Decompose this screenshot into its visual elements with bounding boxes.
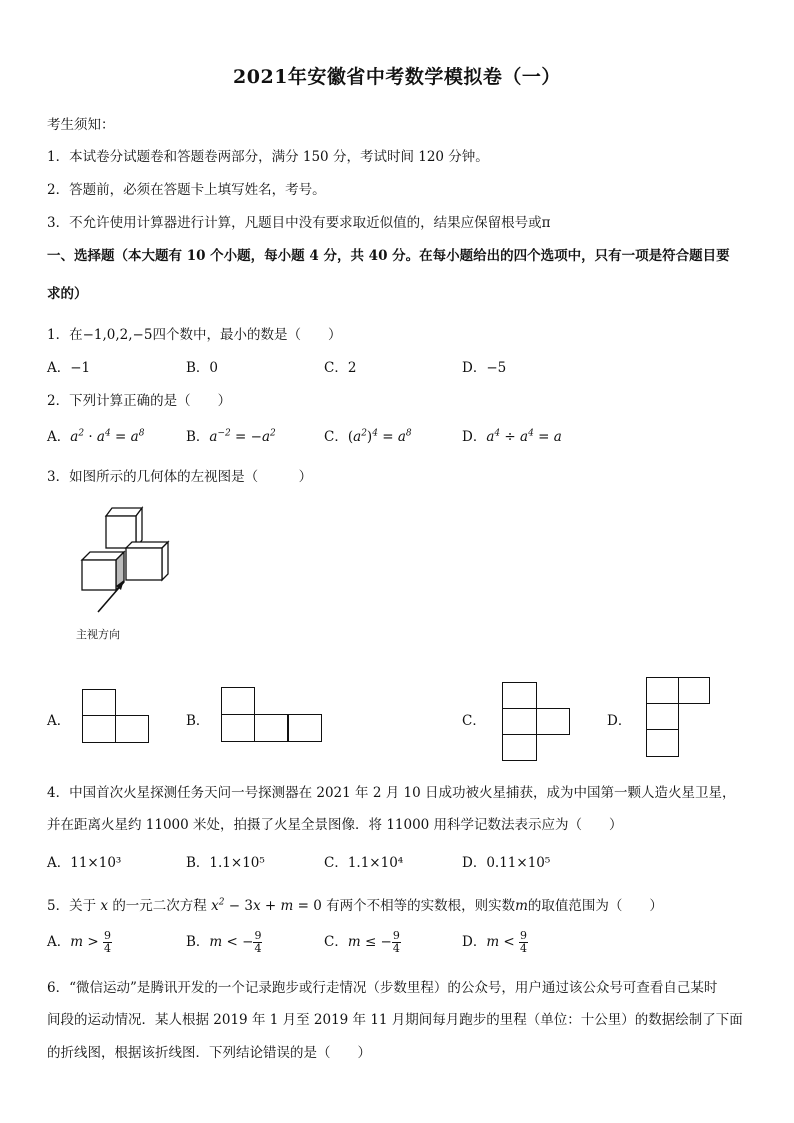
q2-option-b: B．$a^{-2} = -a^2$: [186, 428, 276, 445]
q5-option-d-label: D．: [462, 934, 487, 950]
q5-option-b: B．m < − $\frac{9}{4}$: [186, 929, 262, 955]
q1-option-d: D．−5: [462, 360, 507, 376]
q1-option-a: A．−1: [47, 360, 91, 376]
q4-option-b: B．1.1×10⁵: [186, 855, 265, 871]
question-6-stem-line2: 间段的运动情况．某人根据 2019 年 1 月至 2019 年 11 月期间每月跑步的里程（单位：十公里）的数据绘制了下面: [47, 1012, 743, 1028]
question-6-stem-line1: 6．“微信运动”是腾讯开发的一个记录跑步或行走情况（步数里程）的公众号，用户通过该公众号可查看自己某时: [47, 980, 718, 996]
q4-option-a: A．11×10³: [47, 855, 122, 871]
q3-view-direction-caption: 主视方向: [76, 628, 120, 641]
page-title: 2021年安徽省中考数学模拟卷（一）: [233, 66, 561, 88]
notice-heading: 考生须知：: [47, 117, 115, 133]
question-4-stem-line1: 4．中国首次火星探测任务天问一号探测器在 2021 年 2 月 10 日成功被火星捕获，成为中国第一颗人造火星卫星，: [47, 785, 736, 801]
q3-solid-figure: [76, 502, 176, 622]
notice-item-2: 2．答题前，必须在答题卡上填写姓名，考号。: [47, 182, 326, 198]
q5-option-a: A．m > $\frac{9}{4}$: [47, 929, 111, 955]
question-6-stem-line3: 的折线图，根据该折线图．下列结论错误的是（ ）: [47, 1045, 371, 1061]
q5-option-d: D．m < $\frac{9}{4}$: [462, 929, 528, 955]
q5-stem-part-d: 的取值范围为（ ）: [527, 898, 663, 914]
q2-option-d-label: D．: [462, 429, 487, 445]
q1-option-b: B．0: [186, 360, 219, 376]
q4-option-d: D．0.11×10⁵: [462, 855, 551, 871]
q5-option-a-label: A．: [47, 934, 71, 950]
q4-option-c: C．1.1×10⁴: [324, 855, 404, 871]
question-1-stem: 1．在−1,0,2,−5四个数中，最小的数是（ ）: [47, 327, 342, 343]
question-3-stem: 3．如图所示的几何体的左视图是（ ）: [47, 469, 313, 485]
notice-item-1: 1．本试卷分试题卷和答题卷两部分，满分 150 分，考试时间 120 分钟。: [47, 149, 489, 165]
notice-item-3: 3．不允许使用计算器进行计算，凡题目中没有要求取近似值的，结果应保留根号或π: [47, 215, 551, 231]
q5-option-c-label: C．: [324, 934, 348, 950]
q5-stem-part-b: 的一元二次方程: [112, 898, 207, 914]
q3-option-b-label: B．: [186, 713, 210, 729]
q3-option-c-label: C．: [462, 713, 486, 729]
q2-option-c-label: C．: [324, 429, 348, 445]
question-2-stem: 2．下列计算正确的是（ ）: [47, 393, 232, 409]
q2-option-a-label: A．: [47, 429, 71, 445]
q5-stem-part-a: 5．关于: [47, 898, 97, 914]
q3-option-d-label: D．: [607, 713, 632, 729]
q3-option-a-label: A．: [47, 713, 71, 729]
section-heading: 一、选择题（本大题有 10 个小题，每小题 4 分，共 40 分。在每小题给出的四个选项中，只有一项是符合题目要: [47, 248, 730, 264]
section-heading-cont: 求的）: [47, 286, 88, 302]
question-5-stem: 5．关于 x 的一元二次方程 $x^2 - 3x + m = 0$ 有两个不相等的实数根，则实数m的取值范围为（ ）: [47, 897, 663, 914]
q5-stem-part-c: 有两个不相等的实数根，则实数: [326, 898, 516, 914]
q5-option-b-label: B．: [186, 934, 210, 950]
q2-option-a: A．$a^2 \cdot a^4 = a^8$: [47, 428, 145, 445]
question-4-stem-line2: 并在距离火星约 11000 米处，拍摄了火星全景图像．将 11000 用科学记数法表示应为（ ）: [47, 817, 623, 833]
q1-option-c: C．2: [324, 360, 357, 376]
q2-option-c: C．$(a^2)^4 = a^8$: [324, 428, 412, 445]
q2-option-d: D．$a^4 \div a^4 = a$: [462, 428, 562, 445]
q2-option-b-label: B．: [186, 429, 210, 445]
q5-option-c: C．m ≤ − $\frac{9}{4}$: [324, 929, 400, 955]
